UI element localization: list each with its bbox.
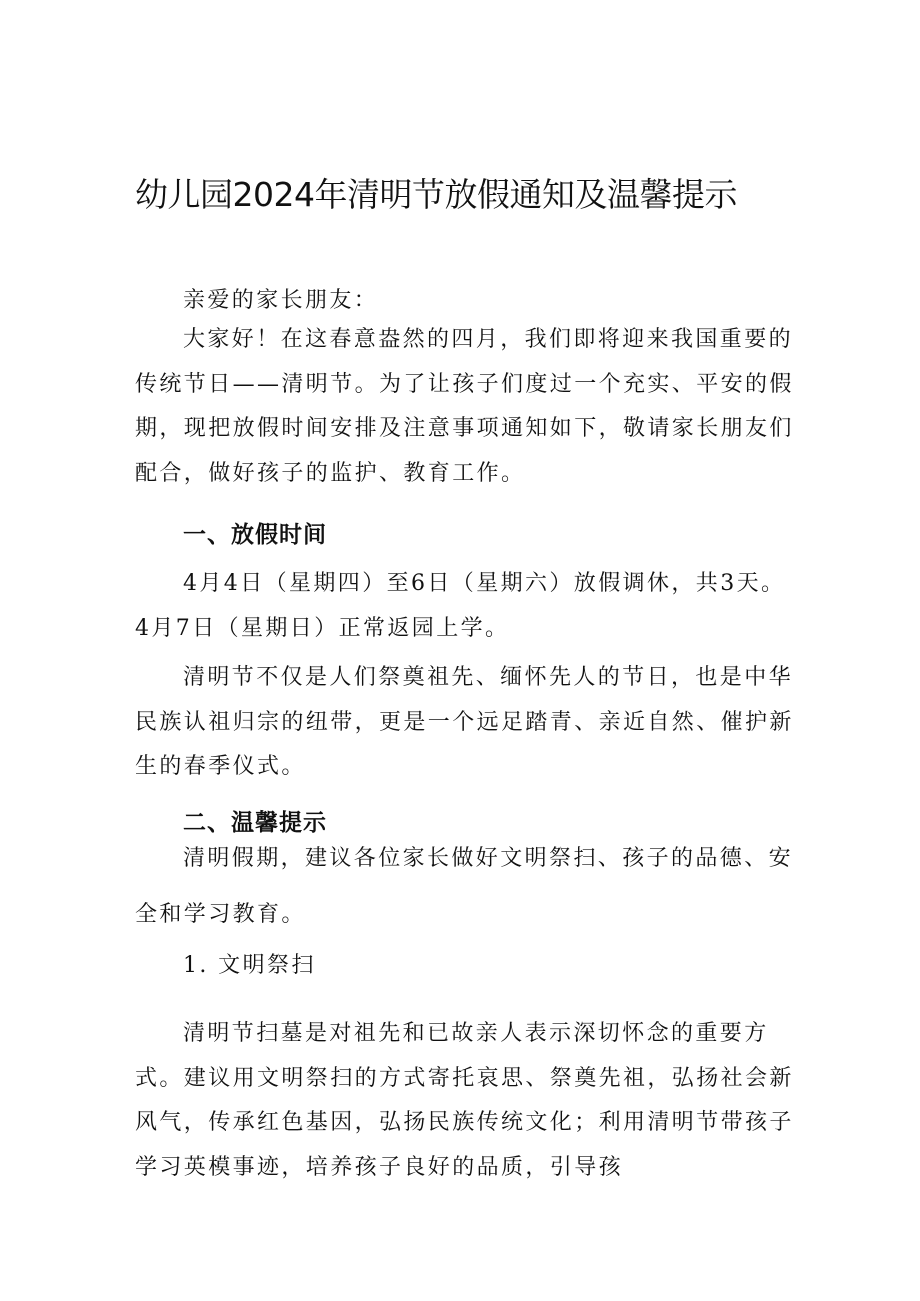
civilized-sweeping-paragraph: 清明节扫墓是对祖先和已故亲人表示深切怀念的重要方式。建议用文明祭扫的方式寄托哀思、祭奠先祖，弘扬社会新风气，传承红色基因，弘扬民族传统文化；利用清明节带孩子学习英模事迹，培养孩子良好的品质，引导孩 bbox=[135, 1021, 794, 1180]
section-heading-warm-tips: 二、温馨提示 bbox=[183, 810, 327, 836]
qingming-meaning-paragraph: 清明节不仅是人们祭奠祖先、缅怀先人的节日，也是中华民族认祖归宗的纽带，更是一个远足踏青、亲近自然、催护新生的春季仪式。 bbox=[135, 665, 794, 779]
salutation: 亲爱的家长朋友： bbox=[183, 288, 379, 313]
list-item-title-civilized-sweeping: 1. 文明祭扫 bbox=[183, 953, 316, 978]
intro-paragraph: 大家好！在这春意盎然的四月，我们即将迎来我国重要的传统节日——清明节。为了让孩子们度过一个充实、平安的假期，现把放假时间安排及注意事项通知如下，敬请家长朋友们配合，做好孩子的监护、教育工作。 bbox=[135, 327, 794, 486]
tips-intro-paragraph: 清明假期，建议各位家长做好文明祭扫、孩子的品德、安全和学习教育。 bbox=[135, 846, 794, 927]
section-heading-holiday-time: 一、放假时间 bbox=[183, 522, 327, 548]
holiday-schedule-paragraph: 4月4日（星期四）至6日（星期六）放假调休，共3天。4月7日（星期日）正常返园上学。 bbox=[135, 571, 786, 641]
document-title: 幼儿园2024年清明节放假通知及温馨提示 bbox=[135, 175, 737, 214]
